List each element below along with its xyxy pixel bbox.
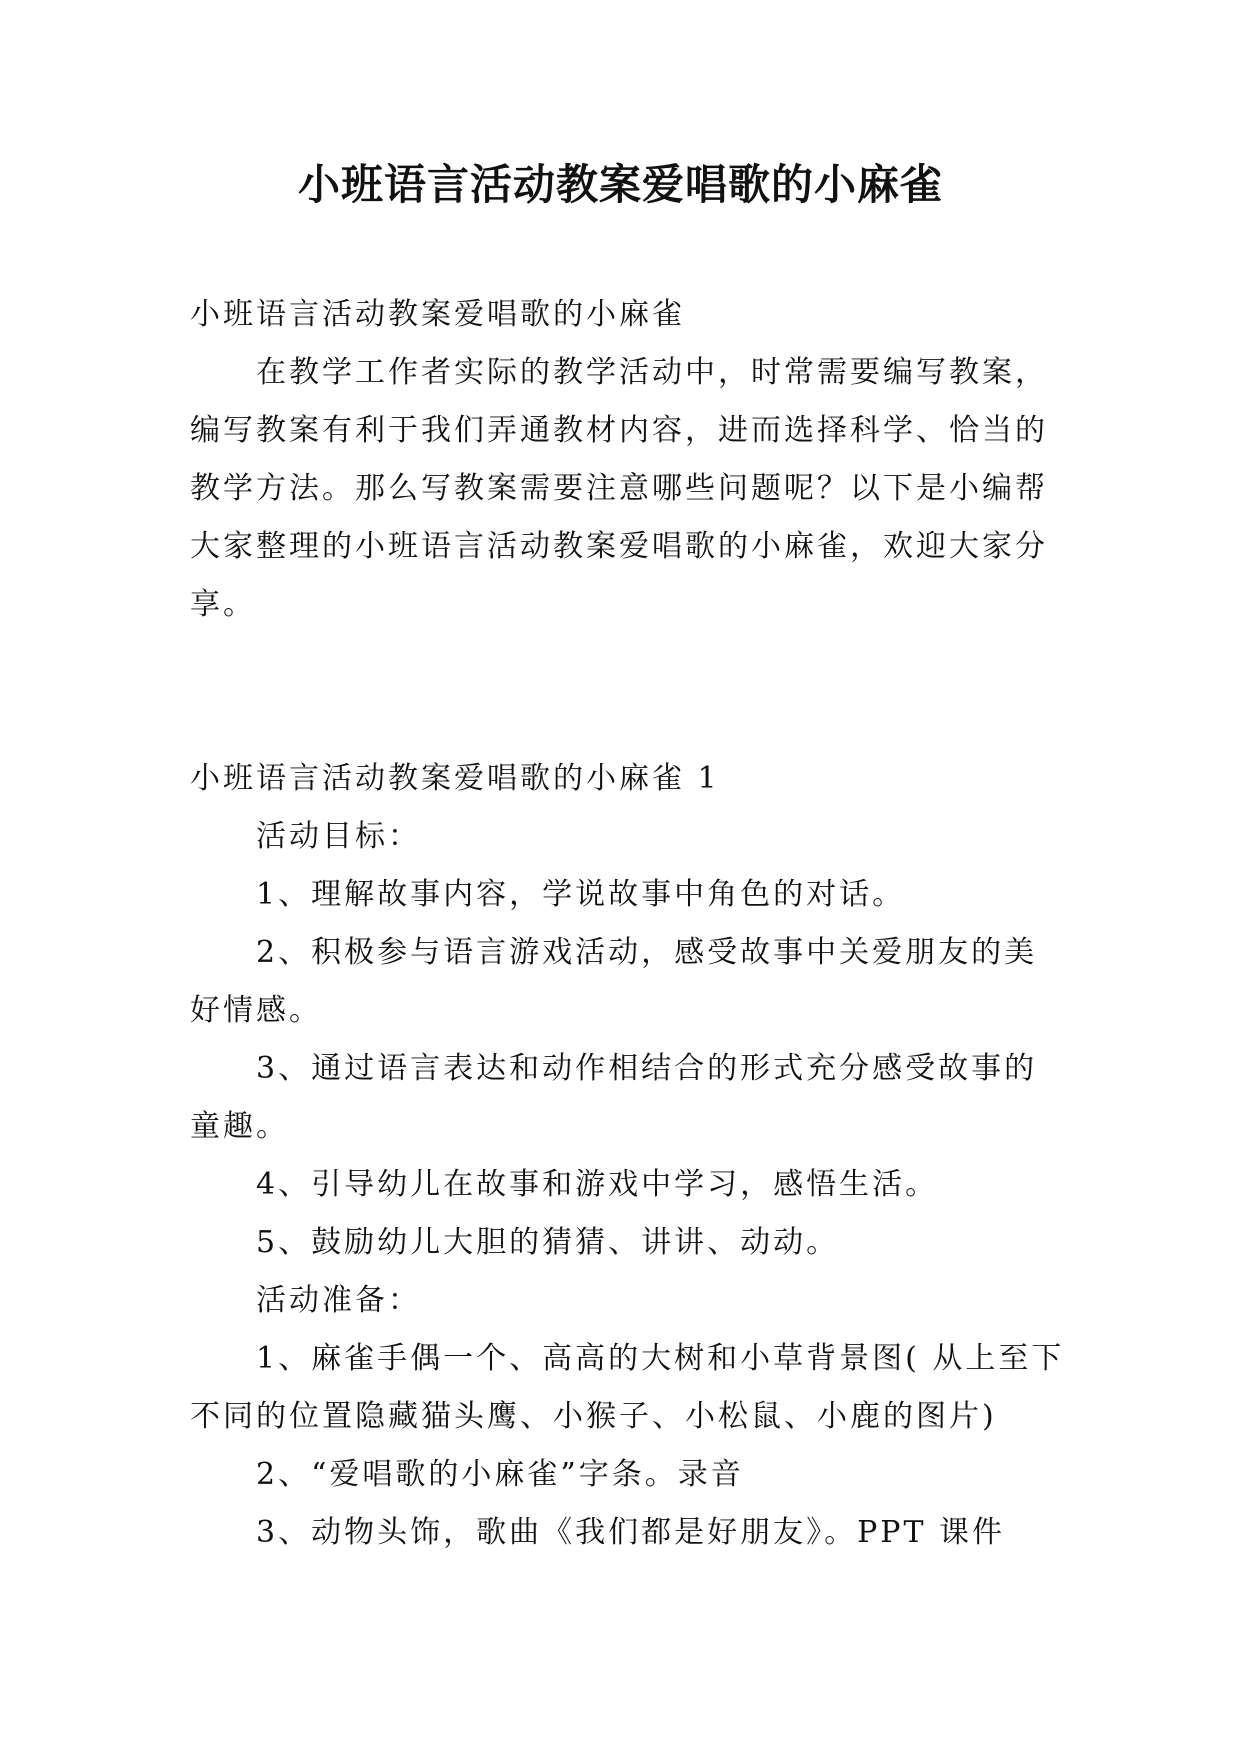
prep-label: 活动准备： [256, 1283, 421, 1318]
prep-item: 2、“爱唱歌的小麻雀”字条。录音 [256, 1457, 744, 1492]
goal-item: 1、理解故事内容，学说故事中角色的对话。 [256, 877, 906, 912]
document-body [190, 286, 1070, 1562]
intro-paragraph: 在教学工作者实际的教学活动中，时常需要编写教案，编写教案有利于我们弄通教材内容，进而选择科学、恰当的教学方法。那么写教案需要注意哪些问题呢？以下是小编帮大家整理的小班语言活动教案爱唱歌的小麻雀，欢迎大家分享。 [190, 355, 1048, 622]
prep-item: 1、麻雀手偶一个、高高的大树和小草背景图( 从上至下不同的位置隐藏猫头鹰、小猴子、小松鼠、小鹿的图片) [190, 1341, 1065, 1434]
goals-label: 活动目标： [256, 819, 421, 854]
section-heading: 小班语言活动教案爱唱歌的小麻雀 1 [190, 761, 720, 796]
goal-item: 2、积极参与语言游戏活动，感受故事中关爱朋友的美好情感。 [190, 935, 1038, 1028]
intro-heading: 小班语言活动教案爱唱歌的小麻雀 [190, 297, 685, 332]
document-title: 小班语言活动教案爱唱歌的小麻雀 [297, 160, 943, 209]
goal-item: 3、通过语言表达和动作相结合的形式充分感受故事的童趣。 [190, 1051, 1038, 1144]
prep-item: 3、动物头饰，歌曲《我们都是好朋友》。PPT 课件 [256, 1515, 1006, 1550]
section-spacer [190, 634, 1070, 750]
goal-item: 4、引导幼儿在故事和游戏中学习，感悟生活。 [256, 1167, 939, 1202]
goal-item: 5、鼓励幼儿大胆的猜猜、讲讲、动动。 [256, 1225, 840, 1260]
